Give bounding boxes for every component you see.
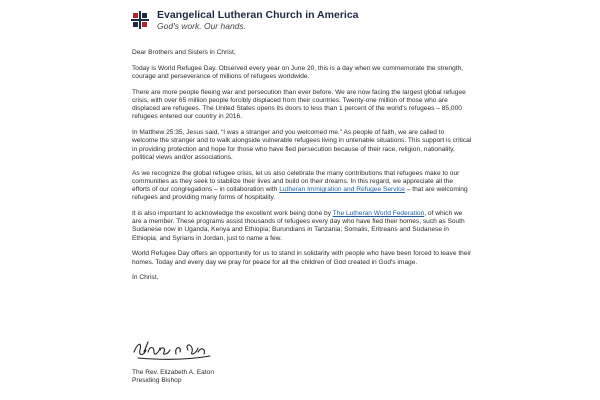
letterhead-text (157, 9, 359, 31)
letter-body (132, 49, 472, 290)
salutation: Dear Brothers and Sisters in Christ, (132, 49, 236, 56)
signer-name: The Rev. Elizabeth A. Eaton (132, 369, 214, 376)
signer-title: Presiding Bishop (132, 377, 182, 385)
paragraph-1: Today is World Refugee Day. Observed every year on June 20, this is a day when we commemorate the strength, courage and perseverance of millions of refugees worldwide. (132, 64, 464, 80)
paragraph-2: There are more people fleeing war and persecution than ever before. We are now facing the largest global refugee crisis, with over 65 million people forcibly displaced from their countries. Twenty-one million of those who are displaced are refugees. The United States opens its doors to less than 1 percent of the world's refugees – 85,000 refugees entered our country in 2016. (132, 88, 466, 121)
paragraph-6: World Refugee Day offers an opportunity for us to stand in solidarity with people who have been forced to leave their homes. Today and every day we pray for peace for all the children of God created in God's image. (132, 250, 472, 266)
paragraph-4 (132, 170, 472, 203)
paragraph-4-text-end: – that are welcoming refugees and providing many forms of hospitality. (132, 186, 468, 202)
org-tagline: God's work. Our hands. (157, 21, 247, 31)
signer-block (132, 369, 214, 385)
elca-cross-logo-icon (130, 10, 150, 30)
closing: In Christ, (132, 274, 159, 282)
paragraph-4-text-start: As we recognize the global refugee crisis, let us also celebrate the many contributions that refugees make to our communities as they seek to stabilize their lives and build on their dreams. In this regard, we appreciate all the efforts of our congregations – in collaboration with (132, 169, 460, 194)
handwritten-signature (132, 338, 212, 362)
letterhead (130, 9, 359, 31)
lwf-link[interactable]: The Lutheran World Federation (332, 210, 425, 218)
paragraph-3: In Matthew 25:35, Jesus said, “I was a stranger and you welcomed me.” As people of faith, we are called to welcome the stranger and to walk alongside vulnerable refugees living in untenable situations. This support is critical in providing protection and hope for those who have fled persecution because of their race, religion, nationality, political views and/or associations. (132, 129, 472, 161)
paragraph-5 (132, 210, 472, 243)
paragraph-5-text-start: It is also important to acknowledge the excellent work being done by (132, 210, 333, 218)
org-name: Evangelical Lutheran Church in America (157, 9, 359, 21)
paragraph-5-text-end: , of which we are a member. These programs assist thousands of refugees every day who have fled their homes, such as South Sudanese now in Uganda, Kenya and Ethiopia; Burundians in Tanzania; Somalis, Eritreans and Sudanese in Ethiopia; and Syrians in Jordan, just to name a few. (132, 210, 465, 242)
lirs-link[interactable]: Lutheran Immigration and Refugee Service (279, 186, 405, 194)
